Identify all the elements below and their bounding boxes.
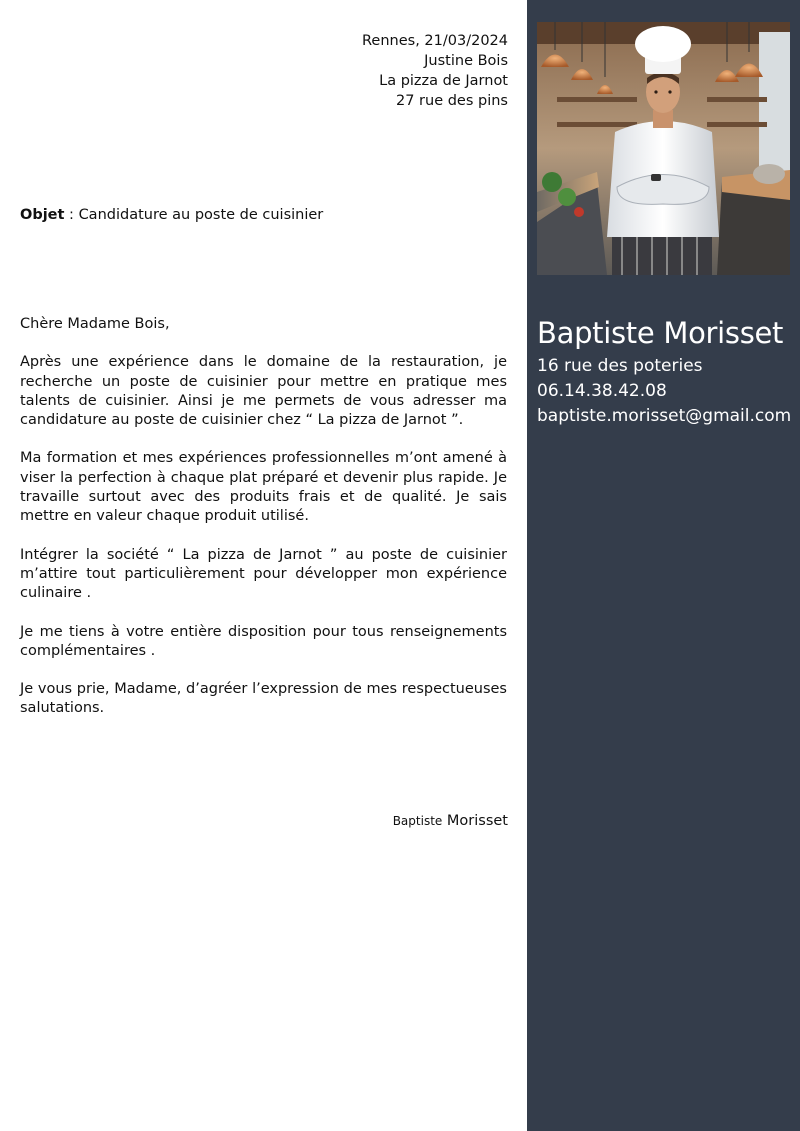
paragraph-5: Je vous prie, Madame, d’agréer l’expression de mes respectueuses salutations. (20, 681, 507, 717)
signature-first-name: Baptiste (392, 814, 443, 828)
candidate-phone: 06.14.38.42.08 (537, 381, 667, 401)
subject-separator: : (64, 207, 79, 223)
subject-label: Objet (20, 207, 65, 223)
paragraph-1: Après une expérience dans le domaine de la restauration, je recherche un poste de cuisinier pour mettre en pratique mes talents de cuisinier. Ainsi je me permets de vous adresser ma candidature au poste de cuisinier chez “ La pizza de Jarnot ”. (20, 354, 507, 429)
letter-body (20, 315, 507, 738)
paragraph-4: Je me tiens à votre entière disposition pour tous renseignements complémentaires . (20, 623, 507, 659)
candidate-email: baptiste.morisset@gmail.com (537, 406, 792, 426)
greeting: Chère Madame Bois, (20, 316, 170, 332)
signature-last-name: Morisset (446, 813, 508, 829)
candidate-address: 16 rue des poteries (537, 356, 703, 376)
chef-photo (537, 22, 790, 275)
recipient-company: La pizza de Jarnot (379, 73, 508, 89)
paragraph-3: Intégrer la société “ La pizza de Jarnot ” au poste de cuisinier m’attire tout particulièrement pour développer mon expérience culinaire . (20, 546, 507, 602)
recipient-name: Justine Bois (424, 53, 508, 69)
paragraph-2: Ma formation et mes expériences professionnelles m’ont amené à viser la perfection à chaque plat préparé et devenir plus rapide. Je travaille surtout avec des produits frais et de qualité. Je sais mettre en valeur chaque produit utilisé. (20, 450, 507, 525)
recipient-address: 27 rue des pins (395, 93, 508, 109)
candidate-name: Baptiste Morisset (537, 316, 784, 350)
place-date: Rennes, 21/03/2024 (362, 33, 508, 49)
contact-sidebar (527, 0, 800, 1131)
subject-line (20, 205, 323, 225)
recipient-block (362, 31, 508, 111)
subject-text: Candidature au poste de cuisinier (78, 207, 324, 223)
signature (393, 811, 508, 831)
